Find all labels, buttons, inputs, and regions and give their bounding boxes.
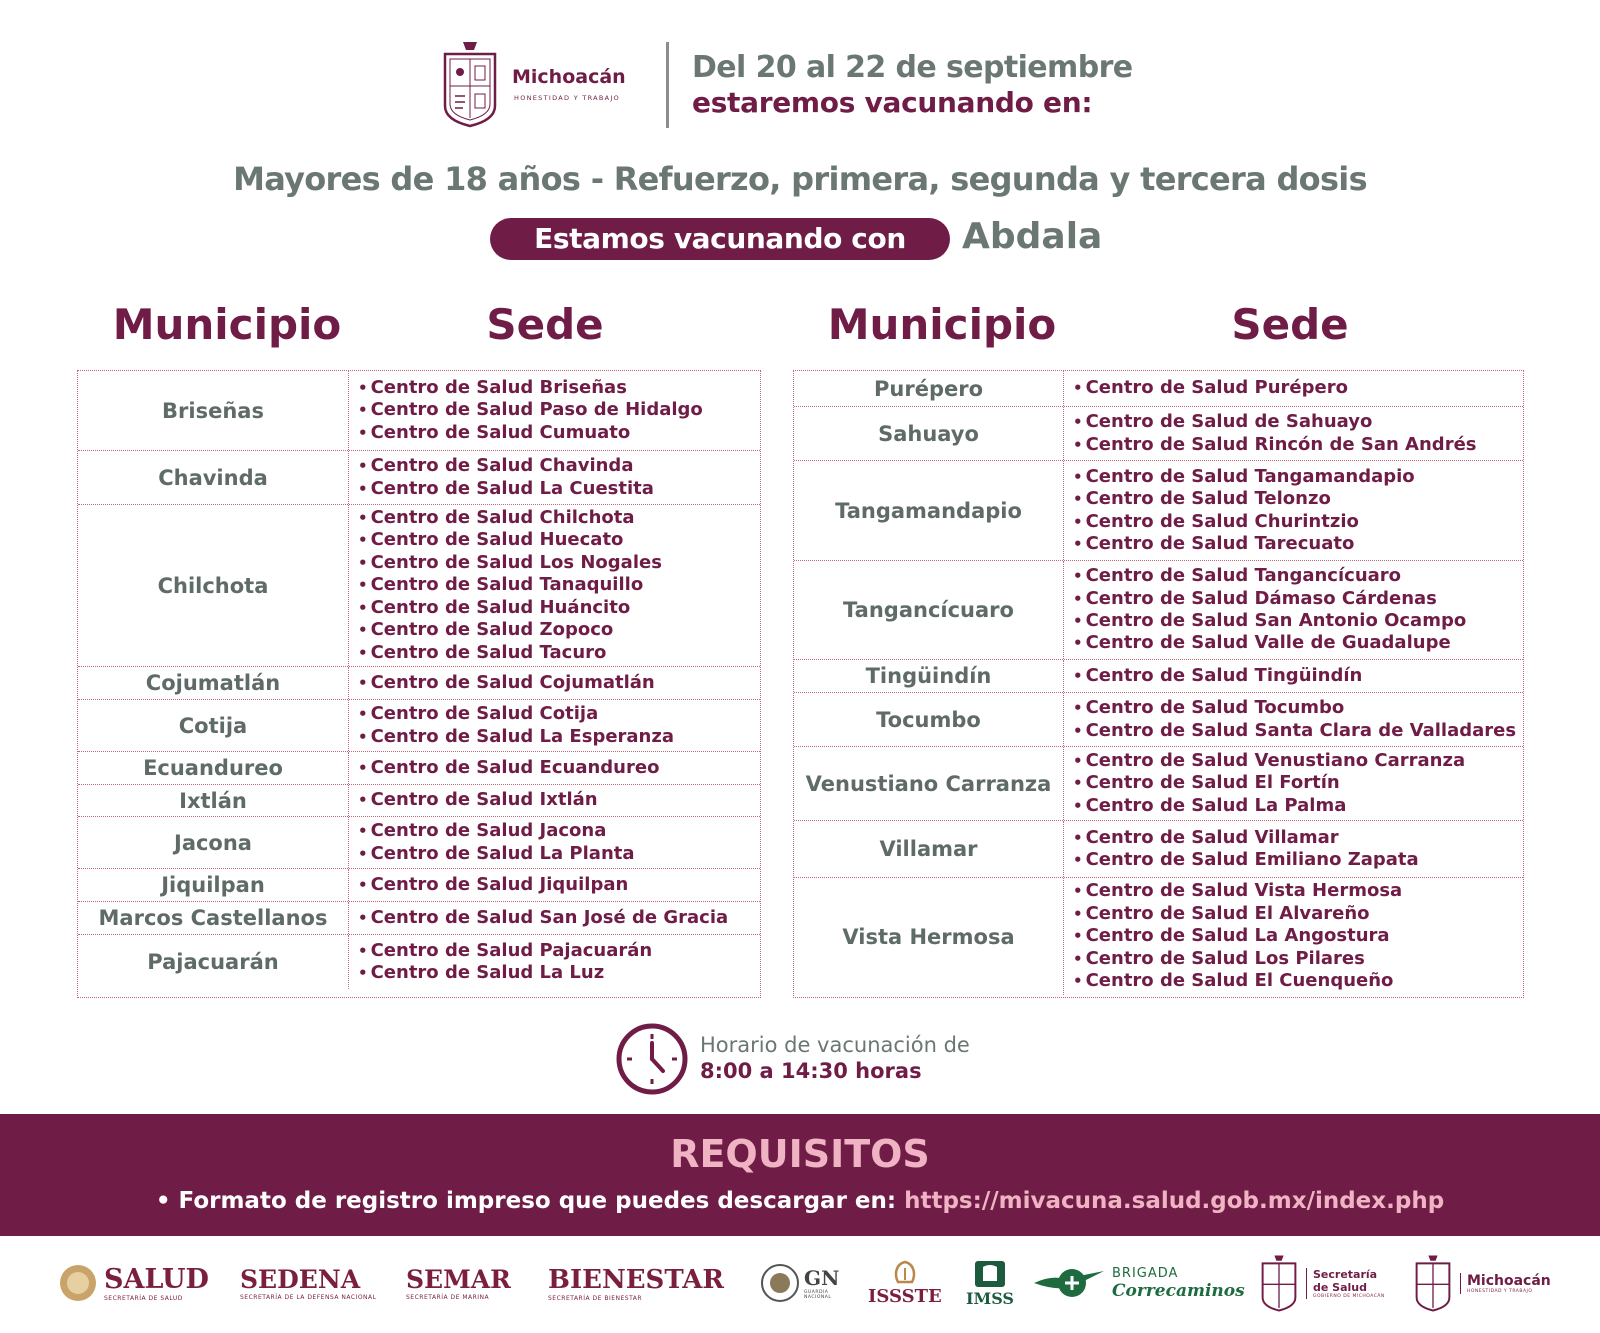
sede-item: • Centro de Salud Paso de Hidalgo [368, 399, 703, 421]
subtitle: Mayores de 18 años - Refuerzo, primera, segunda y tercera dosis [233, 160, 1367, 198]
sede-item: • Centro de Salud Cotija [368, 703, 674, 725]
sede-item: • Centro de Salud de Sahuayo [1083, 411, 1477, 433]
sede-item: • Centro de Salud La Luz [368, 962, 652, 984]
brand-name: Michoacán [512, 66, 626, 88]
secretaria-sub: GOBIERNO DE MICHOACÁN [1313, 1293, 1385, 1299]
municipio-cell: Chavinda [78, 451, 349, 504]
sede-item: • Centro de Salud Cumuato [368, 422, 703, 444]
sede-cell [368, 505, 662, 666]
requisitos-text: • Formato de registro impreso que puedes descargar en: [155, 1188, 905, 1214]
sede-item: • Centro de Salud Tocumbo [1083, 697, 1516, 719]
bienestar-logo [548, 1248, 724, 1318]
sede-item: • Centro de Salud Dámaso Cárdenas [1083, 588, 1466, 610]
sede-item: • Centro de Salud Emiliano Zapata [1083, 849, 1419, 871]
sede-cell [368, 752, 659, 784]
brand-tagline: HONESTIDAD Y TRABAJO [514, 94, 621, 102]
issste-word: ISSSTE [868, 1285, 942, 1307]
bienestar-sub: SECRETARÍA DE BIENESTAR [548, 1294, 643, 1302]
requisitos-item [0, 1188, 1600, 1214]
table-row [78, 371, 760, 450]
sede-cell [1083, 747, 1465, 820]
sede-item: • Centro de Salud Huecato [368, 529, 662, 551]
right-table [793, 370, 1524, 998]
table-row [794, 692, 1523, 746]
schedule-label: Horario de vacunación de [700, 1033, 970, 1057]
sede-item: • Centro de Salud Venustiano Carranza [1083, 750, 1465, 772]
sede-cell [1083, 660, 1362, 692]
michoacan-footer-crest-icon [1414, 1254, 1452, 1312]
brigada-word: BRIGADA [1112, 1265, 1179, 1281]
clock-icon [615, 1022, 689, 1096]
sede-cell [368, 869, 628, 901]
table-row [794, 877, 1523, 995]
sede-item: • Centro de Salud Los Pilares [1083, 948, 1402, 970]
municipio-cell: Chilchota [78, 505, 349, 666]
left-municipio-header: Municipio [112, 300, 342, 349]
brigada-sub: Correcaminos [1112, 1280, 1245, 1301]
mexico-seal-icon [58, 1263, 98, 1303]
sede-item: • Centro de Salud La Esperanza [368, 726, 674, 748]
gn-logo [760, 1248, 840, 1318]
vaccine-name: Abdala [962, 216, 1103, 257]
municipio-cell: Briseñas [78, 371, 349, 450]
table-row [794, 460, 1523, 560]
michoacan-footer-sub: HONESTIDAD Y TRABAJO [1467, 1288, 1533, 1294]
salud-sub: SECRETARÍA DE SALUD [104, 1295, 183, 1302]
municipio-cell: Venustiano Carranza [794, 747, 1064, 820]
sede-item: • Centro de Salud Villamar [1083, 827, 1419, 849]
sede-item: • Centro de Salud Santa Clara de Valladares [1083, 720, 1516, 742]
michoacan-footer-logo [1414, 1248, 1551, 1318]
table-row [794, 560, 1523, 659]
secretaria-crest-icon [1260, 1254, 1298, 1312]
municipio-cell: Cojumatlán [78, 667, 349, 699]
sede-cell [1083, 407, 1477, 460]
sede-item: • Centro de Salud Ecuandureo [368, 757, 659, 779]
sede-cell [1083, 461, 1415, 560]
sede-item: • Centro de Salud Cojumatlán [368, 672, 655, 694]
table-row [78, 784, 760, 816]
municipio-cell: Tangancícuaro [794, 561, 1064, 659]
semar-logo [406, 1248, 511, 1318]
municipio-cell: Tocumbo [794, 693, 1064, 746]
sede-item: • Centro de Salud Telonzo [1083, 488, 1415, 510]
michoacan-crest-icon [441, 40, 499, 128]
gn-sub: GUARDIA NACIONAL [804, 1290, 832, 1300]
sede-cell [1083, 878, 1402, 995]
table-row [78, 751, 760, 784]
issste-logo [868, 1248, 942, 1318]
sede-item: • Centro de Salud El Alvareño [1083, 903, 1402, 925]
sede-cell [1083, 821, 1419, 877]
gn-seal-icon [760, 1263, 800, 1303]
secretaria-line2: de Salud [1313, 1280, 1367, 1294]
sede-cell [368, 667, 655, 699]
header-statement: estaremos vacunando en: [692, 86, 1093, 119]
sede-item: • Centro de Salud La Angostura [1083, 925, 1402, 947]
table-row [78, 934, 760, 989]
sedena-sub: SECRETARÍA DE LA DEFENSA NACIONAL [240, 1294, 377, 1301]
sede-cell [1083, 693, 1516, 746]
sede-item: • Centro de Salud Tangancícuaro [1083, 565, 1466, 587]
municipio-cell: Jiquilpan [78, 869, 349, 901]
sede-item: • Centro de Salud Los Nogales [368, 552, 662, 574]
municipio-cell: Pajacuarán [78, 935, 349, 989]
sede-item: • Centro de Salud Tarecuato [1083, 533, 1415, 555]
sede-item: • Centro de Salud Briseñas [368, 377, 703, 399]
municipio-cell: Vista Hermosa [794, 878, 1064, 995]
table-row [794, 406, 1523, 460]
registration-link[interactable]: https://mivacuna.salud.gob.mx/index.php [904, 1188, 1445, 1214]
sede-item: • Centro de Salud San José de Gracia [368, 907, 728, 929]
sede-cell [368, 371, 703, 450]
right-sede-header: Sede [1231, 300, 1349, 349]
sede-item: • Centro de Salud San Antonio Ocampo [1083, 610, 1466, 632]
table-row [78, 868, 760, 901]
municipio-cell: Sahuayo [794, 407, 1064, 460]
brigada-emblem-icon [1032, 1261, 1106, 1305]
salud-word: SALUD [104, 1264, 209, 1295]
sede-item: • Centro de Salud Jacona [368, 820, 635, 842]
secretaria-line1: Secretaría [1313, 1267, 1378, 1281]
requisitos-band [0, 1114, 1600, 1236]
requisitos-title: REQUISITOS [670, 1132, 930, 1176]
sede-cell [368, 817, 635, 868]
sede-item: • Centro de Salud El Cuenqueño [1083, 970, 1402, 992]
sedena-word: SEDENA [240, 1265, 361, 1294]
sede-item: • Centro de Salud Vista Hermosa [1083, 880, 1402, 902]
sede-item: • Centro de Salud Chilchota [368, 507, 662, 529]
secretaria-salud-logo [1260, 1248, 1385, 1318]
schedule-hours: 8:00 a 14:30 horas [700, 1059, 922, 1083]
sede-item: • Centro de Salud Chavinda [368, 455, 654, 477]
municipio-cell: Tangamandapio [794, 461, 1064, 560]
municipio-cell: Marcos Castellanos [78, 902, 349, 934]
imss-word: IMSS [966, 1288, 1014, 1308]
sede-cell [1083, 371, 1348, 406]
sede-item: • Centro de Salud Tanaquillo [368, 574, 662, 596]
table-row [78, 699, 760, 751]
sede-item: • Centro de Salud La Cuestita [368, 478, 654, 500]
sede-item: • Centro de Salud Tacuro [368, 642, 662, 664]
sede-cell [368, 700, 674, 751]
sede-item: • Centro de Salud Ixtlán [368, 789, 598, 811]
right-municipio-header: Municipio [827, 300, 1057, 349]
sedena-logo [240, 1248, 377, 1318]
table-row [794, 659, 1523, 692]
salud-logo [58, 1248, 209, 1318]
table-row [78, 504, 760, 666]
sede-cell [1083, 561, 1466, 659]
imss-logo [966, 1248, 1014, 1318]
table-row [78, 816, 760, 868]
municipio-cell: Cotija [78, 700, 349, 751]
table-row [78, 666, 760, 699]
sede-item: • Centro de Salud Jiquilpan [368, 874, 628, 896]
sede-item: • Centro de Salud Valle de Guadalupe [1083, 632, 1466, 654]
municipio-cell: Villamar [794, 821, 1064, 877]
table-row [78, 901, 760, 934]
sede-cell [368, 902, 728, 934]
bienestar-word: BIENESTAR [548, 1264, 725, 1295]
sede-item: • Centro de Salud Pajacuarán [368, 940, 652, 962]
sede-item: • Centro de Salud Rincón de San Andrés [1083, 434, 1477, 456]
issste-emblem-icon [890, 1260, 920, 1286]
vaccine-pill: Estamos vacunando con [490, 218, 950, 260]
michoacan-footer-word: Michoacán [1467, 1272, 1551, 1289]
table-row [78, 450, 760, 504]
date-range: Del 20 al 22 de septiembre [692, 50, 1133, 85]
table-row [794, 746, 1523, 820]
sede-item: • Centro de Salud La Palma [1083, 795, 1465, 817]
sede-item: • Centro de Salud Zopoco [368, 619, 662, 641]
sede-item: • Centro de Salud Tangamandapio [1083, 466, 1415, 488]
sede-cell [368, 451, 654, 504]
semar-sub: SECRETARÍA DE MARINA [406, 1294, 490, 1301]
header [0, 38, 1600, 134]
sede-item: • Centro de Salud Tingüindín [1083, 665, 1362, 687]
municipio-cell: Tingüindín [794, 660, 1064, 692]
sede-cell [368, 935, 652, 989]
sede-item: • Centro de Salud La Planta [368, 843, 635, 865]
semar-word: SEMAR [406, 1265, 511, 1294]
sede-cell [368, 785, 598, 816]
municipio-cell: Purépero [794, 371, 1064, 406]
gn-word: GN [804, 1266, 840, 1290]
sede-item: • Centro de Salud Purépero [1083, 377, 1348, 399]
left-table [77, 370, 761, 998]
brigada-logo [1032, 1248, 1245, 1318]
sede-item: • Centro de Salud Churintzio [1083, 511, 1415, 533]
municipio-cell: Ixtlán [78, 785, 349, 816]
table-row [794, 820, 1523, 877]
sede-item: • Centro de Salud El Fortín [1083, 772, 1465, 794]
left-sede-header: Sede [486, 300, 604, 349]
table-row [794, 371, 1523, 406]
sede-item: • Centro de Salud Huáncito [368, 597, 662, 619]
imss-emblem-icon [973, 1259, 1007, 1289]
municipio-cell: Jacona [78, 817, 349, 868]
municipio-cell: Ecuandureo [78, 752, 349, 784]
footer-logos [0, 1248, 1600, 1328]
header-divider [666, 42, 669, 128]
